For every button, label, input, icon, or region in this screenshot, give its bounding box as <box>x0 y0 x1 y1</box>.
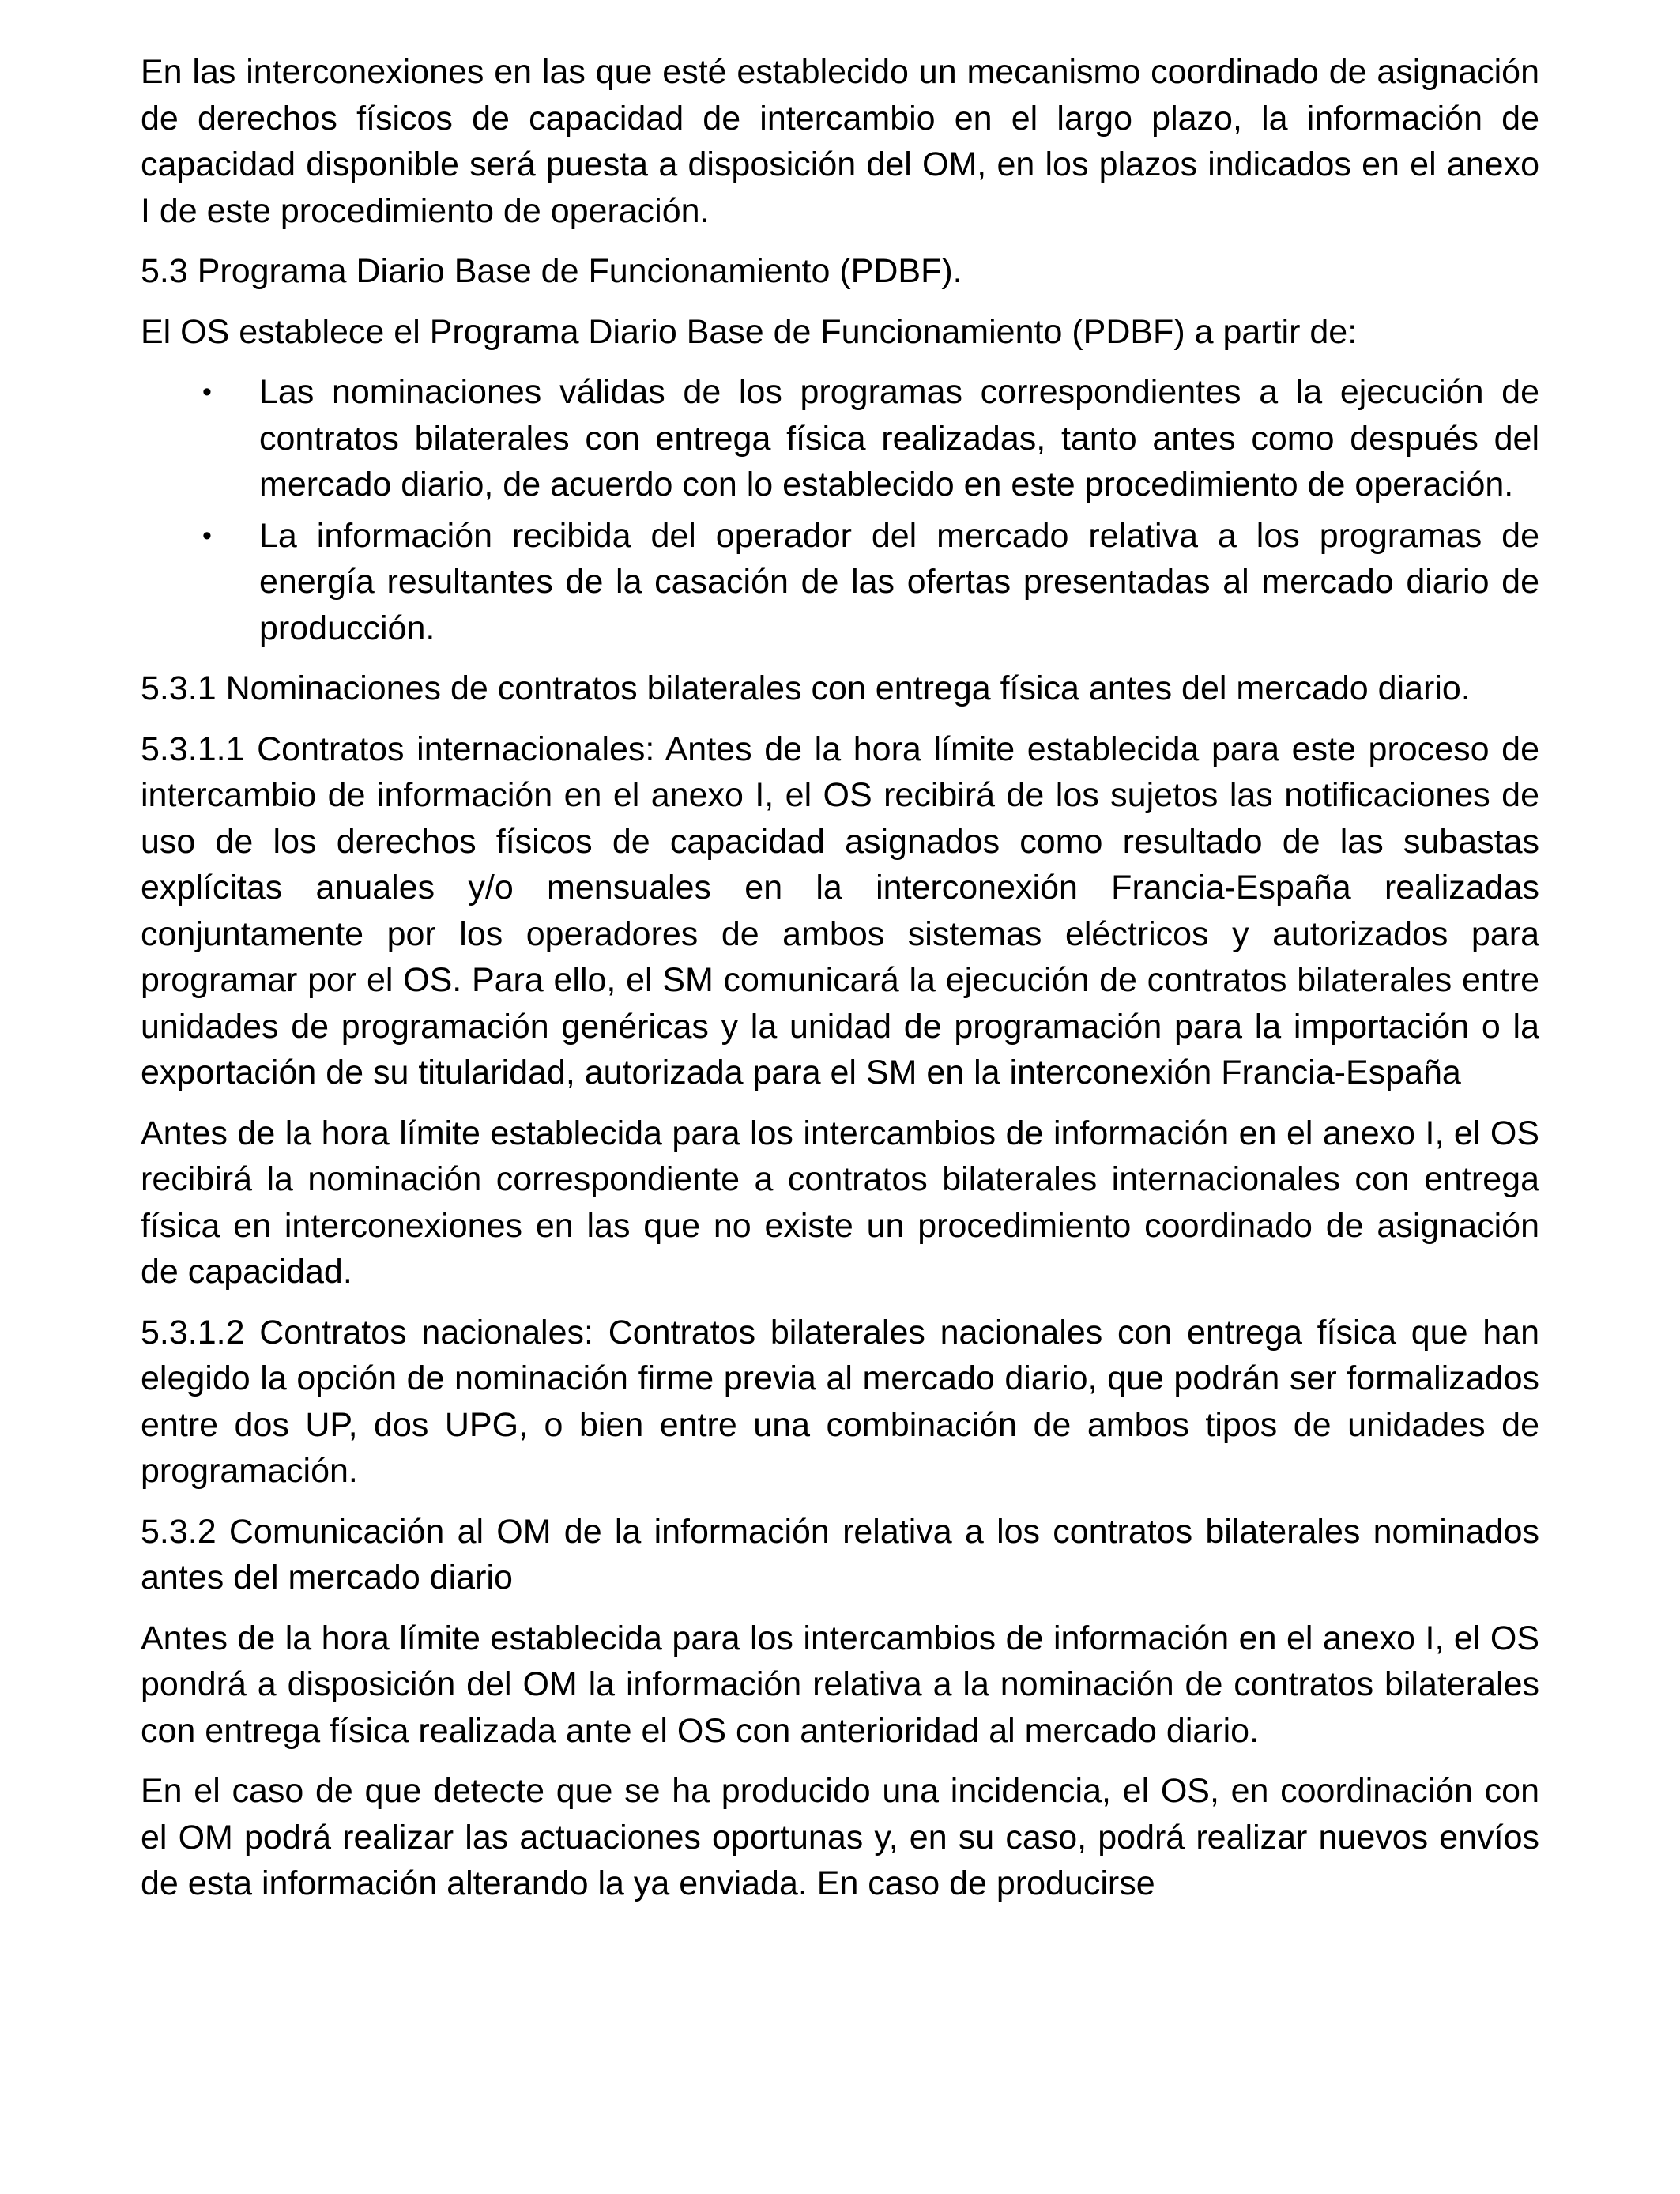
paragraph-pdbf-intro: El OS establece el Programa Diario Base de Funcionamiento (PDBF) a partir de: <box>141 312 1358 351</box>
paragraph-interconexiones: En las interconexiones en las que esté establecido un mecanismo coordinado de asignación de derechos físicos de capacidad de intercambio en el largo plazo, la información de capacidad disponible será puesta a disposición del OM, en los plazos indicados en el anexo I de este procedimiento de operación. <box>141 53 1539 230</box>
list-item <box>141 369 1539 508</box>
paragraph-contratos-nacionales: 5.3.1.2 Contratos nacionales: Contratos bilaterales nacionales con entrega física que han elegido la opción de nominación firme previa al mercado diario, que podrán ser formalizados entre dos UP, dos UPG, o bien entre una combinación de ambos tipos de unidades de programación. <box>141 1313 1539 1490</box>
bullet-icon: • <box>202 520 212 551</box>
paragraph-comunicacion-om: Antes de la hora límite establecida para los intercambios de información en el anexo I, el OS pondrá a disposición del OM la información relativa a la nominación de contratos bilaterales con entrega física realizada ante el OS con anterioridad al mercado diario. <box>141 1619 1539 1750</box>
paragraph-nominacion-internacional: Antes de la hora límite establecida para los intercambios de información en el anexo I, el OS recibirá la nominación correspondiente a contratos bilaterales internacionales con entrega física en interconexiones en las que no existe un procedimiento coordinado de asignación de capacidad. <box>141 1114 1539 1291</box>
document-page <box>141 49 1539 1921</box>
list-item <box>141 513 1539 652</box>
section-heading-5-3-2: 5.3.2 Comunicación al OM de la información relativa a los contratos bilaterales nominados antes del mercado diario <box>141 1512 1539 1596</box>
bullet-icon: • <box>202 377 212 407</box>
section-heading-5-3: 5.3 Programa Diario Base de Funcionamiento (PDBF). <box>141 252 962 290</box>
list-item-text: La información recibida del operador del mercado relativa a los programas de energía resultantes de la casación de las ofertas presentadas al mercado diario de producción. <box>259 516 1539 647</box>
list-item-text: Las nominaciones válidas de los programas correspondientes a la ejecución de contratos bilaterales con entrega física realizadas, tanto antes como después del mercado diario, de acuerdo con lo establecido en este procedimiento de operación. <box>259 373 1539 503</box>
section-heading-5-3-1: 5.3.1 Nominaciones de contratos bilaterales con entrega física antes del mercado diario. <box>141 669 1471 707</box>
paragraph-contratos-internacionales: 5.3.1.1 Contratos internacionales: Antes de la hora límite establecida para este proceso de intercambio de información en el anexo I, el OS recibirá de los sujetos las notificaciones de uso de los derechos físicos de capacidad asignados como resultado de las subastas explícitas anuales y/o mensuales en la interconexión Francia-España realizadas conjuntamente por los operadores de ambos sistemas eléctricos y autorizados para programar por el OS. Para ello, el SM comunicará la ejecución de contratos bilaterales entre unidades de programación genéricas y la unidad de programación para la importación o la exportación de su titularidad, autorizada para el SM en la interconexión Francia-España <box>141 729 1539 1091</box>
pdbf-source-list <box>141 369 1539 651</box>
paragraph-incidencia: En el caso de que detecte que se ha producido una incidencia, el OS, en coordinación con el OM podrá realizar las actuaciones oportunas y, en su caso, podrá realizar nuevos envíos de esta información alterando la ya enviada. En caso de producirse <box>141 1772 1539 1902</box>
